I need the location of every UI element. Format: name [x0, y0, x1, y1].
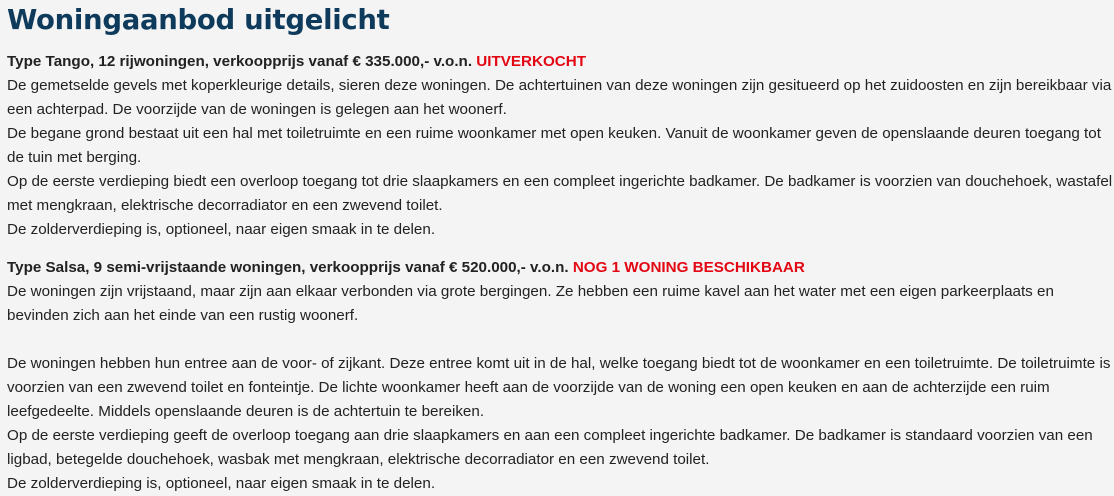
- type-salsa-paragraph: De zolderverdieping is, optioneel, naar eigen smaak in te delen.: [7, 475, 436, 492]
- type-tango-section: [7, 50, 1114, 242]
- type-tango-paragraph: De begane grond bestaat uit een hal met toiletruimte en een ruime woonkamer met open keuken. Vanuit de woonkamer geven de openslaande deuren toegang tot de tuin met berging.: [7, 125, 1101, 166]
- page-title: Woningaanbod uitgelicht: [7, 4, 390, 36]
- type-salsa-status-badge: NOG 1 WONING BESCHIKBAAR: [572, 259, 805, 276]
- type-salsa-paragraph: De woningen zijn vrijstaand, maar zijn aan elkaar verbonden via grote bergingen. Ze hebben een ruime kavel aan het water met een eigen parkeerplaats en bevinden zich aan het einde van een rustig woonerf.: [7, 283, 1054, 324]
- type-salsa-section: [7, 256, 1114, 496]
- type-tango-paragraph: De zolderverdieping is, optioneel, naar eigen smaak in te delen.: [7, 221, 436, 238]
- type-tango-heading-line: [7, 50, 1114, 74]
- type-salsa-heading-line: [7, 256, 1114, 280]
- type-tango-paragraph: Op de eerste verdieping biedt een overloop toegang tot drie slaapkamers en een compleet ingerichte badkamer. De badkamer is voorzien van douchehoek, wastafel met mengkraan, elektrische decorradiator en een zwevend toilet.: [7, 173, 1113, 214]
- type-tango-status-badge: UITVERKOCHT: [476, 53, 586, 70]
- type-salsa-heading: Type Salsa, 9 semi-vrijstaande woningen, verkoopprijs vanaf € 520.000,- v.o.n.: [7, 259, 569, 276]
- type-tango-paragraph: De gemetselde gevels met koperkleurige details, sieren deze woningen. De achtertuinen van deze woningen zijn gesitueerd op het zuidoosten en zijn bereikbaar via een achterpad. De voorzijde van de woningen is gelegen aan het woonerf.: [7, 77, 1112, 118]
- type-salsa-paragraph: De woningen hebben hun entree aan de voor- of zijkant. Deze entree komt uit in de hal, welke toegang biedt tot de woonkamer en een toiletruimte. De toiletruimte is voorzien van een zwevend toilet en fonteintje. De lichte woonkamer heeft aan de voorzijde van de woning een open keuken en aan de achterzijde een ruim leefgedeelte. Middels openslaande deuren is de achtertuin te bereiken.: [7, 355, 1111, 420]
- type-salsa-paragraph: Op de eerste verdieping geeft de overloop toegang aan drie slaapkamers en aan een compleet ingerichte badkamer. De badkamer is standaard voorzien van een ligbad, betegelde douchehoek, wasbak met mengkraan, elektrische decorradiator en een zwevend toilet.: [7, 427, 1093, 468]
- type-tango-heading: Type Tango, 12 rijwoningen, verkoopprijs vanaf € 335.000,- v.o.n.: [7, 53, 473, 70]
